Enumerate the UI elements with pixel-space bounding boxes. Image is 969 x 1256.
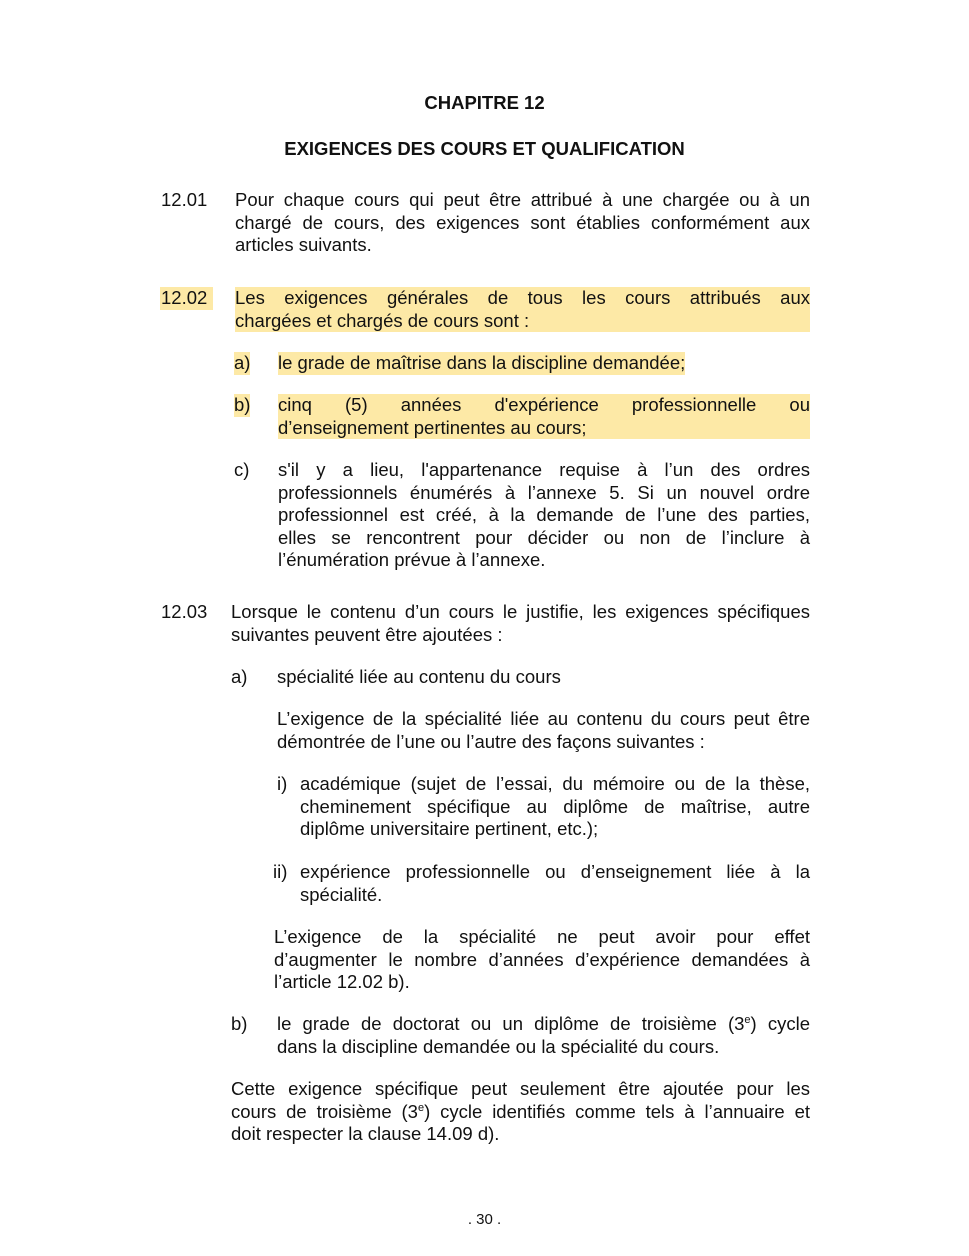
final-paragraph: Cette exigence spécifique peut seulement être ajoutée pour les cours de troisième (3e) cycle identifiés comme tels à l’annuaire et doit respecter la clause 14.09 d). bbox=[231, 1078, 811, 1144]
requirement-c-text: s'il y a lieu, l'appartenance requise à l’un des ordres professionnels énumérés à l’annexe 5. Si un nouvel ordre professionnel est créé, à la demande de l’une des parties, elles se rencontrent pour décider ou non de l’inclure à l’énumération prévue à l’annexe. bbox=[278, 459, 810, 570]
specific-requirement-b-text: le grade de doctorat ou un diplôme de troisième (3e) cycle dans la discipline demandée ou la spécialité du cours. bbox=[277, 1013, 810, 1057]
sublist-label-ii: ii) bbox=[273, 861, 288, 882]
article-12-02-text: Les exigences générales de tous les cours attribués aux chargées et chargés de cours sont : bbox=[235, 287, 810, 331]
article-number-12-03: 12.03 bbox=[161, 601, 208, 622]
article-12-01-text: Pour chaque cours qui peut être attribué à une chargée ou à un chargé de cours, des exigences sont établies conformément aux articles suivants. bbox=[235, 189, 810, 255]
sublist-item-i-text: académique (sujet de l’essai, du mémoire ou de la thèse, cheminement spécifique au diplôme de maîtrise, autre diplôme universitaire pertinent, etc.); bbox=[300, 773, 810, 839]
requirement-a-text: le grade de maîtrise dans la discipline demandée; bbox=[278, 352, 686, 373]
specialty-explanation: L’exigence de la spécialité liée au contenu du cours peut être démontrée de l’une ou l’autre des façons suivantes : bbox=[277, 708, 810, 752]
page-number: . 30 . bbox=[467, 1211, 502, 1228]
list-label-b: b) bbox=[234, 394, 251, 415]
article-number-12-02: 12.02 bbox=[160, 287, 213, 310]
article-12-03-text: Lorsque le contenu d’un cours le justifie, les exigences spécifiques suivantes peuvent être ajoutées : bbox=[231, 601, 810, 645]
sublist-label-i: i) bbox=[277, 773, 288, 794]
list-label-b: b) bbox=[231, 1013, 248, 1034]
list-label-a: a) bbox=[234, 352, 251, 373]
sublist-item-ii-text: expérience professionnelle ou d’enseignement liée à la spécialité. bbox=[300, 861, 810, 905]
specialty-note: L’exigence de la spécialité ne peut avoir pour effet d’augmenter le nombre d’années d’expérience demandées à l’article 12.02 b). bbox=[274, 926, 810, 992]
article-number-12-01: 12.01 bbox=[161, 189, 208, 210]
requirement-b-text: cinq (5) années d'expérience professionnelle ou d’enseignement pertinentes au cours; bbox=[278, 394, 810, 438]
list-label-c: c) bbox=[234, 459, 250, 480]
list-label-a: a) bbox=[231, 666, 248, 687]
chapter-title: CHAPITRE 12 bbox=[424, 92, 545, 113]
chapter-subtitle: EXIGENCES DES COURS ET QUALIFICATION bbox=[284, 138, 685, 159]
specific-requirement-a-title: spécialité liée au contenu du cours bbox=[277, 666, 561, 687]
